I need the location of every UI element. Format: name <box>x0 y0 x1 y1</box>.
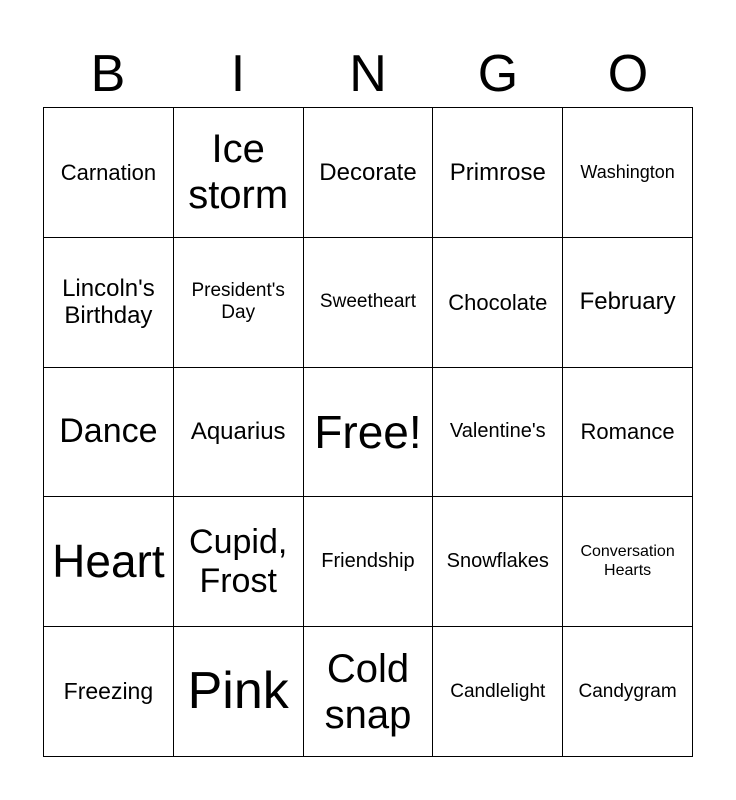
cell-label: Freezing <box>63 678 154 705</box>
cell-label: Decorate <box>319 158 417 186</box>
bingo-cell[interactable] <box>433 497 563 627</box>
bingo-cell free-space[interactable] <box>304 368 434 498</box>
cell-label: Valentine's <box>449 420 546 443</box>
bingo-cell[interactable] <box>174 368 304 498</box>
bingo-cell[interactable] <box>174 108 304 238</box>
header-letter-g: G <box>477 45 519 103</box>
cell-label: President's Day <box>191 280 285 324</box>
cell-label: Conversation Hearts <box>580 543 675 579</box>
header-letter-n: N <box>349 45 387 103</box>
cell-label: Washington <box>580 162 675 183</box>
bingo-cell[interactable] <box>433 238 563 368</box>
bingo-cell[interactable] <box>304 627 434 757</box>
bingo-board <box>43 107 693 757</box>
bingo-cell[interactable] <box>174 497 304 627</box>
cell-label: February <box>579 288 676 316</box>
cell-label: Aquarius <box>190 418 286 446</box>
header-letter-i: I <box>230 45 246 103</box>
cell-label: Romance <box>580 419 675 445</box>
cell-label: Candlelight <box>450 680 546 702</box>
bingo-cell[interactable] <box>563 497 693 627</box>
cell-label: Candygram <box>578 680 677 702</box>
cell-label: Ice storm <box>188 127 289 218</box>
cell-label: Heart <box>52 535 165 588</box>
cell-label: Lincoln's Birthday <box>62 274 155 330</box>
cell-label: Pink <box>187 661 289 720</box>
cell-label: Dance <box>59 412 158 451</box>
cell-label: Friendship <box>321 550 415 573</box>
bingo-cell[interactable] <box>563 238 693 368</box>
cell-label: Snowflakes <box>446 550 549 573</box>
bingo-cell[interactable] <box>44 108 174 238</box>
bingo-cell[interactable] <box>304 497 434 627</box>
bingo-cell[interactable] <box>44 238 174 368</box>
bingo-cell[interactable] <box>433 368 563 498</box>
header-letter-o: O <box>607 45 649 103</box>
bingo-cell[interactable] <box>44 497 174 627</box>
bingo-cell[interactable] <box>174 238 304 368</box>
cell-label: Primrose <box>449 158 546 186</box>
header-letter-b: B <box>90 45 126 103</box>
bingo-cell[interactable] <box>563 368 693 498</box>
bingo-cell[interactable] <box>304 108 434 238</box>
cell-label: Carnation <box>60 159 157 185</box>
bingo-cell[interactable] <box>433 108 563 238</box>
cell-label: Cold snap <box>324 646 412 737</box>
bingo-cell[interactable] <box>174 627 304 757</box>
bingo-cell[interactable] <box>563 108 693 238</box>
bingo-cell[interactable] <box>44 368 174 498</box>
cell-label: Chocolate <box>448 289 548 315</box>
bingo-cell[interactable] <box>433 627 563 757</box>
bingo-cell[interactable] <box>44 627 174 757</box>
cell-label: Cupid, Frost <box>189 522 288 600</box>
cell-label: Sweetheart <box>319 291 417 313</box>
bingo-header <box>43 42 693 106</box>
free-space-label: Free! <box>314 405 422 458</box>
bingo-cell[interactable] <box>563 627 693 757</box>
bingo-cell[interactable] <box>304 238 434 368</box>
